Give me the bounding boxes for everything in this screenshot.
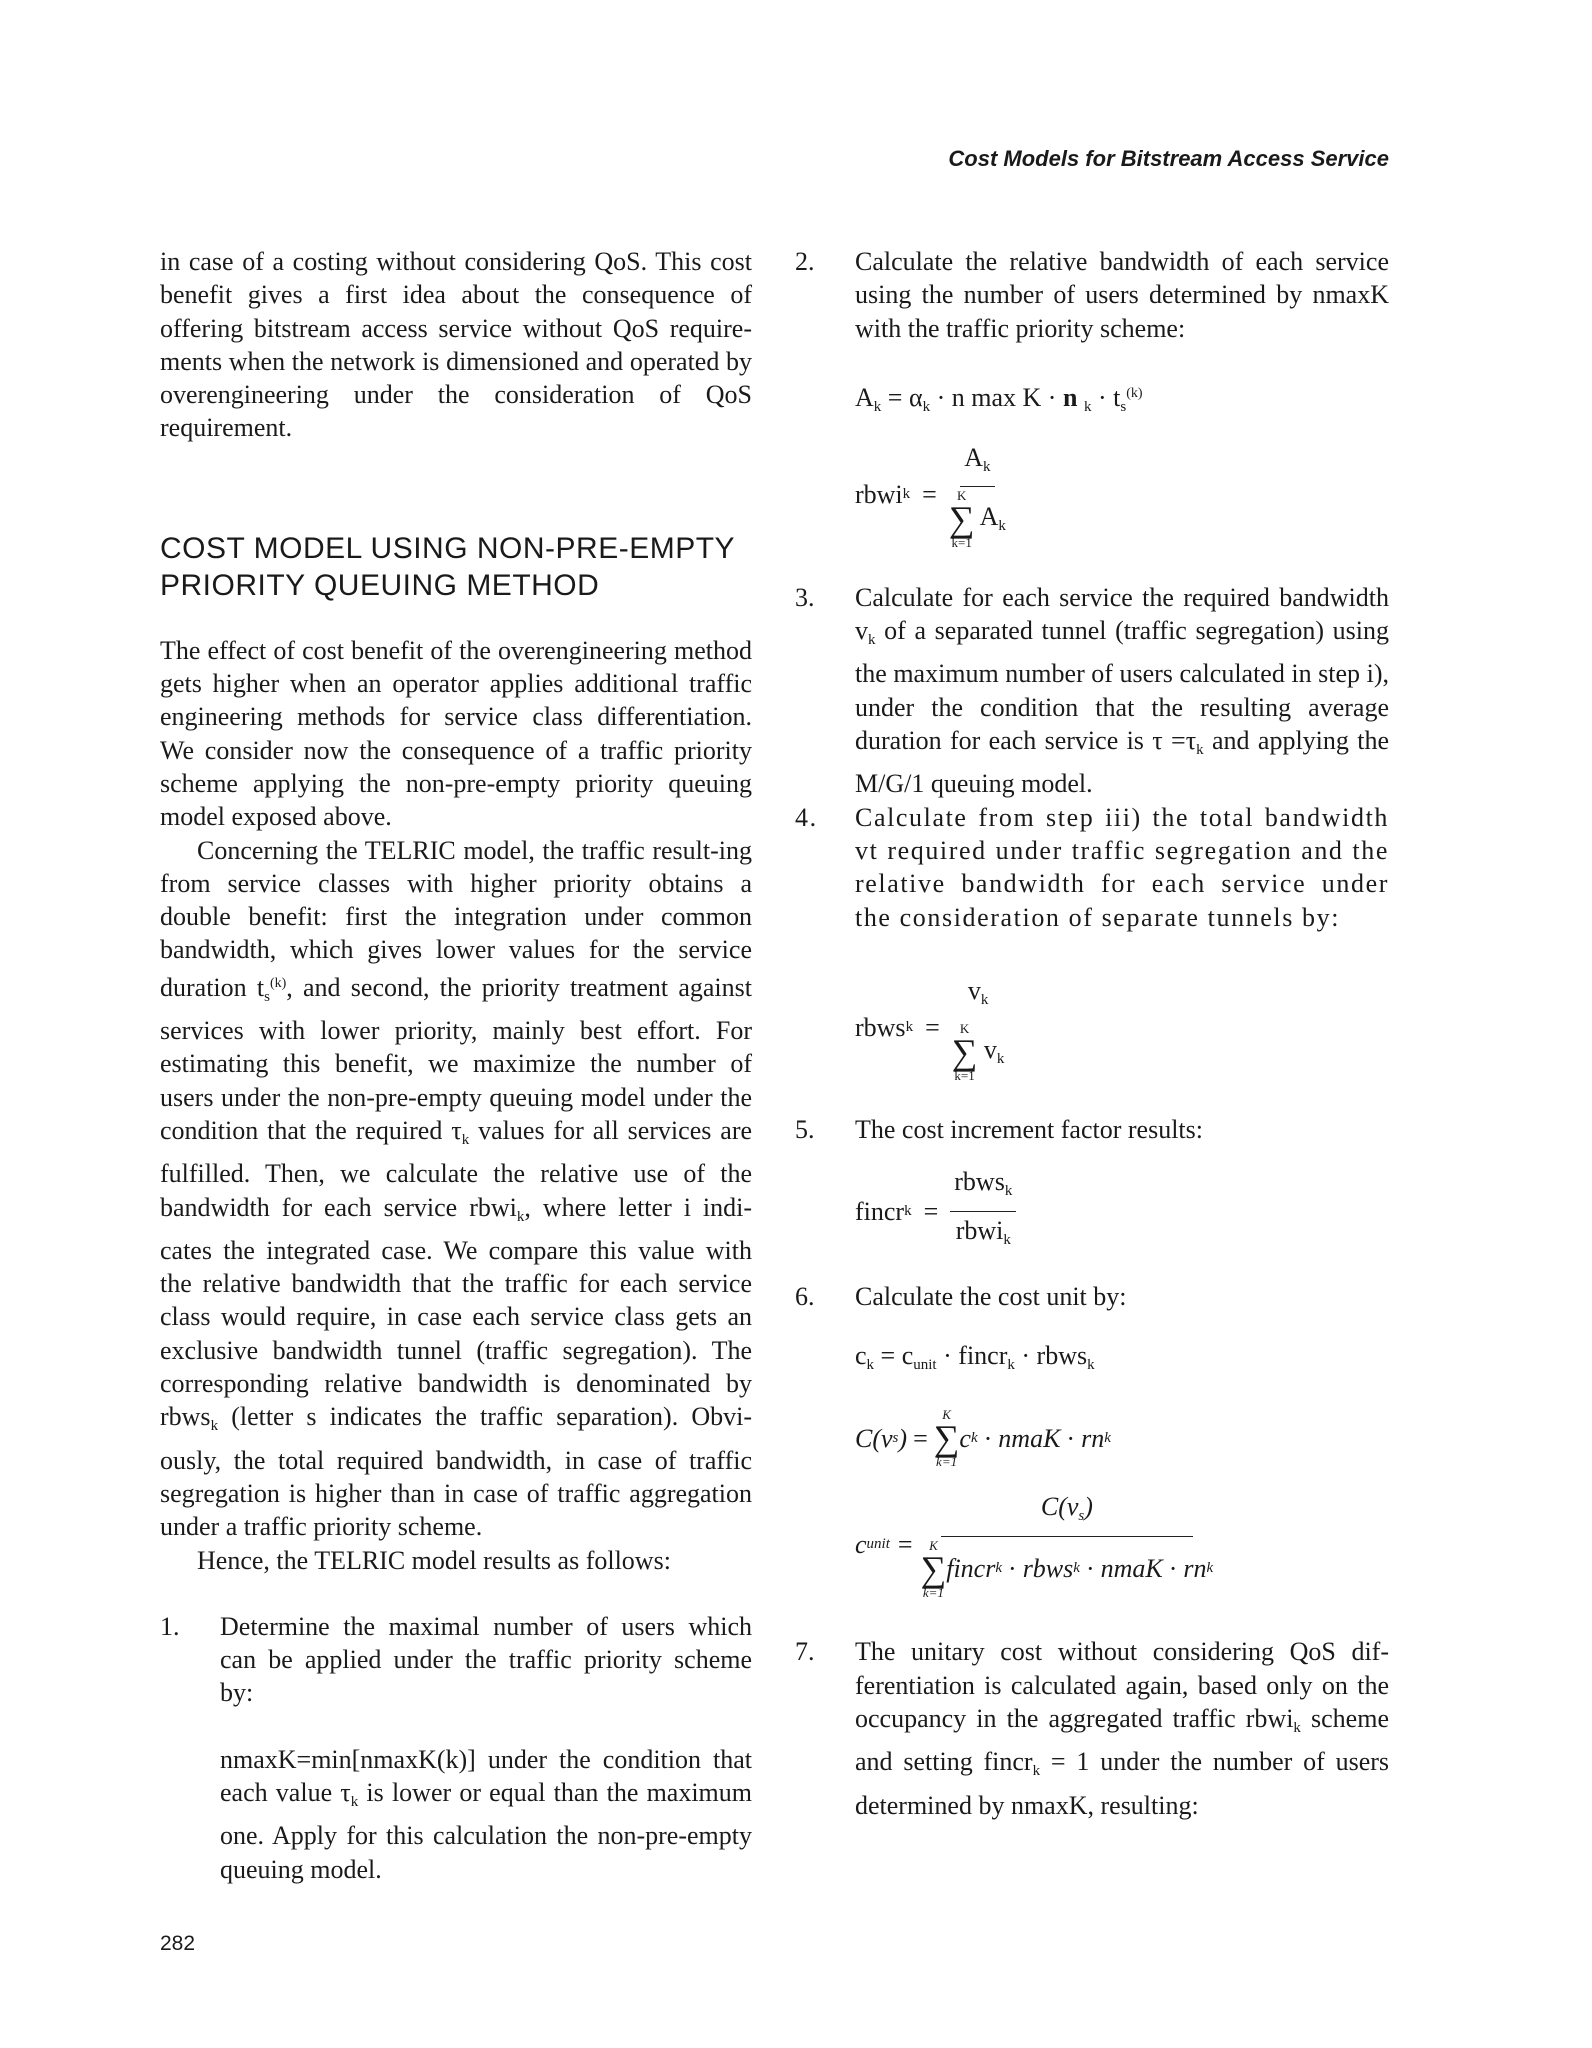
paragraph-telric: Concerning the TELRIC model, the traffic result-ing from service classes with higher priority obtains a double benefit: first the integration under common bandwidth, which gives lower values for the service duration $t_s^{(k)}$, and second, the priority treatment against services with lower priority, mainly best effort. For estimating this benefit, we maximize the number of users under the non-pre-empty queuing model under the condition that the required $\tau_k$ values for all services are fulfilled. Then, we calculate the relative use of the bandwidth for each service rbwi$_k$, where letter i indi-cates the integrated case. We compare this value with the relative bandwidth that the traffic for each service class would require, in case each service class gets an exclusive bandwidth tunnel (traffic segregation). The corresponding relative bandwidth is denominated by rbws$_k$ (letter s indicates the traffic separation). Obvi-ously, the total required bandwidth, in case of traffic segregation is higher than in case of traffic aggregation under a traffic priority scheme. xyxy=(160,835,753,1542)
section-heading-line2: PRIORITY QUEUING METHOD xyxy=(160,568,600,602)
right-column xyxy=(795,245,1389,1822)
list-item-7 xyxy=(795,1635,1389,1821)
list-number: 6. xyxy=(795,1282,815,1312)
section-heading-line1: COST MODEL USING NON-PRE-EMPTY xyxy=(160,531,736,565)
formula-c-k: $c_k = c_{unit}$ · fincr$_k$ · rbws$_k$ xyxy=(855,1341,1095,1374)
list-item-4-text: Calculate from step iii) the total bandwidth vt required under traffic segregation and the relative bandwidth for each service under the consideration of separate tunnels by: xyxy=(855,802,1389,932)
list-item-6-text: Calculate the cost unit by: xyxy=(855,1282,1127,1312)
list-number: 7. xyxy=(795,1637,815,1667)
paragraph-intro: in case of a costing without considering QoS. This cost benefit gives a first idea about the consequence of offering bitstream access service without QoS require-ments when the network is dimensioned and operated by overengineering under the consideration of QoS requirement. xyxy=(160,247,752,443)
list-item-3-text: Calculate for each service the required bandwidth $v_k$ of a separated tunnel (traffic segregation) using the maximum number of users calculated in step i), under the condition that the resulting average duration for each service is $\tau =\tau_k$ and applying the M/G/1 queuing model. xyxy=(855,582,1389,799)
section-heading xyxy=(160,530,752,604)
list-item-4 xyxy=(795,801,1389,934)
paragraph-hence: Hence, the TELRIC model results as follows: xyxy=(197,1545,671,1575)
page-number: 282 xyxy=(160,1932,196,1955)
list-item-2-text: Calculate the relative bandwidth of each service using the number of users determined by nmaxK with the traffic priority scheme: xyxy=(855,247,1389,343)
list-item-3 xyxy=(795,581,1389,801)
list-number: 4. xyxy=(795,802,818,832)
list-number: 1. xyxy=(160,1611,180,1641)
list-number: 5. xyxy=(795,1114,815,1144)
formula-A-k: $A_k = \alpha_k \cdot n$ max K · n $_k \cdot t_s^{(k)}$ xyxy=(855,382,1143,415)
formula-rbwi: rbwi k = $A_k$ K ∑ k=1 $A_k$ xyxy=(855,442,1006,551)
list-item-1-text: Determine the maximal number of users which can be applied under the traffic priority scheme by: xyxy=(220,1611,752,1708)
running-header: Cost Models for Bitstream Access Service xyxy=(948,146,1389,171)
formula-C-vs: C (v s ) = K ∑ k=1 c k · nmaK · rn k xyxy=(855,1407,1111,1470)
list-item-1 xyxy=(160,1610,752,1886)
formula-fincr: fincr k = $\frac{rbws_k}{rbwi_k}$ xyxy=(855,1166,1389,1256)
list-item-1-condition: nmaxK=min[nmaxK(k)] under the condition that each value $\tau_k$ is lower or equal than the maximum one. Apply for this calculation the non-pre-empty queuing model. xyxy=(220,1744,753,1884)
list-item-5 xyxy=(795,1113,1389,1146)
list-number: 3. xyxy=(795,582,815,612)
left-column xyxy=(160,245,752,1886)
list-item-5-text: The cost increment factor results: xyxy=(855,1114,1203,1144)
list-item-6 xyxy=(795,1280,1389,1313)
formula-rbws: rbws k = $v_k$ K ∑ k=1 $v_k$ xyxy=(855,976,1005,1083)
list-number: 2. xyxy=(795,247,815,276)
list-item-7-text: The unitary cost without considering QoS dif-ferentiation is calculated again, based only on the occupancy in the aggregated traffic rbwi$_k$ scheme and setting fincr$_k$ = 1 under the number of users determined by nmaxK, resulting: xyxy=(855,1637,1390,1820)
list-item-2 xyxy=(795,245,1389,345)
paragraph-effect: The effect of cost benefit of the overengineering method gets higher when an operator applies additional traffic engineering methods for service class differentiation. We consider now the consequence of a traffic priority scheme applying the non-pre-empty priority queuing model exposed above. xyxy=(160,635,752,832)
formula-c-unit: c unit = $C(v_s)$ K ∑ k=1 fincr k · rbws k · nmaK · rn k xyxy=(855,1492,1214,1600)
